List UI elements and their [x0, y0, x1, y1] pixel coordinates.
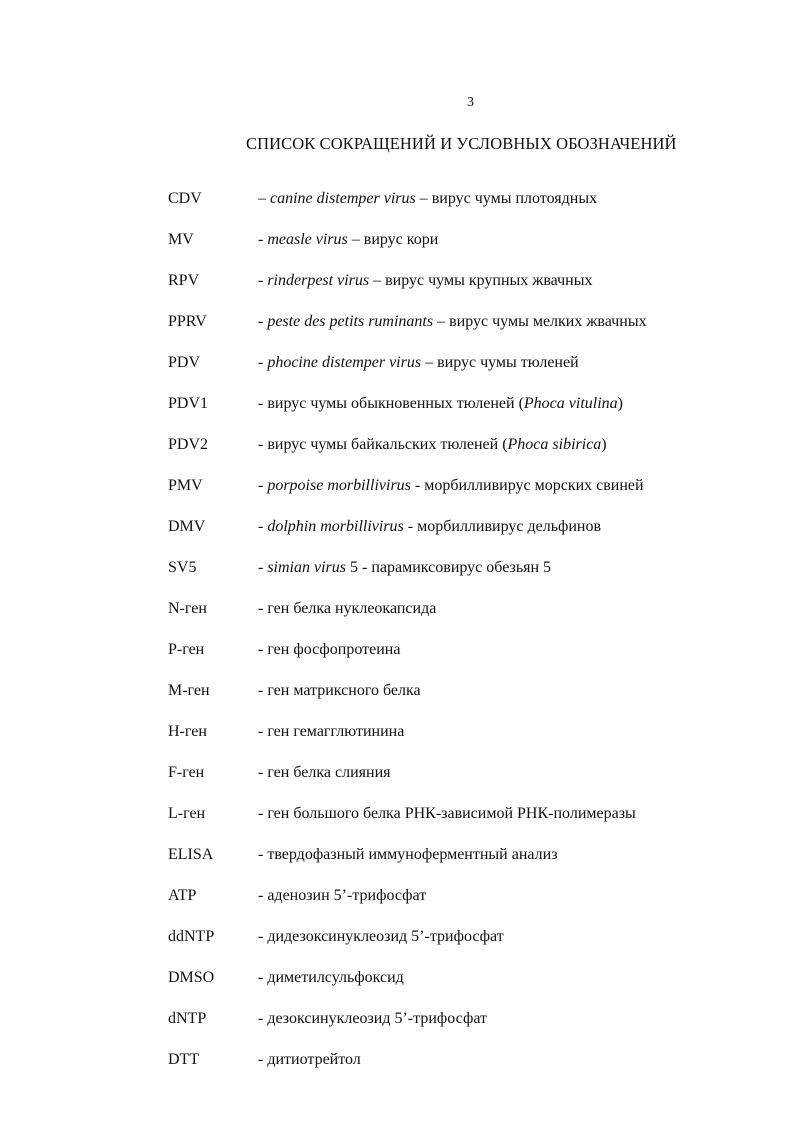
definition-text-tail: – вирус чумы плотоядных	[415, 190, 598, 207]
definition-text: - ген белка слияния	[258, 764, 391, 781]
abbreviation: DMSO	[168, 969, 215, 986]
definition	[258, 272, 728, 290]
definition-text-tail: – вирус чумы тюленей	[421, 354, 579, 371]
abbreviation: PPRV	[168, 313, 207, 330]
definition-text: -	[258, 354, 268, 371]
definition-text-tail: 5 - парамиксовирус обезьян 5	[346, 559, 552, 576]
abbreviation-row	[168, 641, 728, 682]
abbreviation-row	[168, 436, 728, 477]
definition-text: -	[258, 477, 268, 494]
definition-text: - ген большого белка РНК-зависимой РНК-полимеразы	[258, 805, 636, 822]
abbreviation: PDV	[168, 354, 201, 371]
definition-text: –	[258, 190, 270, 207]
abbreviation: RPV	[168, 272, 200, 289]
abbreviation-row	[168, 764, 728, 805]
abbreviation-row	[168, 559, 728, 600]
definition-text: - ген фосфопротеина	[258, 641, 401, 658]
abbreviation: DMV	[168, 518, 206, 535]
definition-text-tail: – вирус чумы мелких жвачных	[433, 313, 647, 330]
abbreviation: ELISA	[168, 846, 214, 863]
abbreviation: ATP	[168, 887, 197, 904]
abbreviation-row	[168, 887, 728, 928]
abbreviation: dNTP	[168, 1010, 207, 1027]
abbreviation-row	[168, 969, 728, 1010]
definition	[258, 190, 728, 208]
definition-text: - диметилсульфоксид	[258, 969, 404, 986]
definition	[258, 1010, 728, 1028]
abbreviation-row	[168, 1051, 728, 1092]
abbreviation: PDV2	[168, 436, 209, 453]
definition	[258, 600, 728, 618]
abbreviation-row	[168, 723, 728, 764]
definition	[258, 354, 728, 372]
definition	[258, 928, 728, 946]
abbreviation: F-ген	[168, 764, 205, 781]
abbreviation: MV	[168, 231, 194, 248]
abbreviation-row	[168, 354, 728, 395]
abbreviation: L-ген	[168, 805, 206, 822]
definition	[258, 641, 728, 659]
definition-text: - твердофазный иммуноферментный анализ	[258, 846, 558, 863]
abbreviation: N-ген	[168, 600, 207, 617]
definition	[258, 436, 728, 454]
abbreviation-row	[168, 231, 728, 272]
abbreviation-row	[168, 272, 728, 313]
definition	[258, 477, 728, 495]
abbreviation: DTT	[168, 1051, 200, 1068]
definition	[258, 887, 728, 905]
definition-italic: measle virus	[267, 231, 348, 248]
abbreviation-row	[168, 518, 728, 559]
definition-text-tail: )	[601, 436, 607, 453]
definition	[258, 846, 728, 864]
definition	[258, 805, 728, 823]
abbreviation-row	[168, 395, 728, 436]
definition-italic: Phoca vitulina	[523, 395, 618, 412]
abbreviation: M-ген	[168, 682, 210, 699]
abbreviation: P-ген	[168, 641, 205, 658]
definition-italic: phocine distemper virus	[267, 354, 422, 371]
definition	[258, 1051, 728, 1069]
definition-italic: Phoca sibirica	[507, 436, 602, 453]
abbreviation: CDV	[168, 190, 202, 207]
definition-text: -	[258, 313, 268, 330]
abbreviation-row	[168, 477, 728, 518]
definition	[258, 969, 728, 987]
definition-text: - ген гемагглютинина	[258, 723, 405, 740]
definition	[258, 682, 728, 700]
abbreviation: ddNTP	[168, 928, 215, 945]
abbreviation: PMV	[168, 477, 203, 494]
abbreviation: H-ген	[168, 723, 207, 740]
definition-text: - аденозин 5’-трифосфат	[258, 887, 427, 904]
definition-text: - вирус чумы байкальских тюленей (	[258, 436, 508, 453]
definition-text: -	[258, 518, 268, 535]
page-title: СПИСОК СОКРАЩЕНИЙ И УСЛОВНЫХ ОБОЗНАЧЕНИЙ	[246, 134, 677, 153]
abbreviation-row	[168, 682, 728, 723]
definition-text: - вирус чумы обыкновенных тюленей (	[258, 395, 524, 412]
abbreviation-row	[168, 600, 728, 641]
definition	[258, 231, 728, 249]
definition	[258, 395, 728, 413]
definition-text-tail: – вирус чумы крупных жвачных	[369, 272, 593, 289]
definition-text: - дезоксинуклеозид 5’-трифосфат	[258, 1010, 487, 1027]
definition	[258, 764, 728, 782]
abbreviation-row	[168, 846, 728, 887]
abbreviation-row	[168, 805, 728, 846]
abbreviation-row	[168, 190, 728, 231]
definition-text-tail: – вирус кори	[347, 231, 439, 248]
definition-text: - ген белка нуклеокапсида	[258, 600, 437, 617]
abbreviation: SV5	[168, 559, 197, 576]
definition-italic: rinderpest virus	[267, 272, 370, 289]
definition	[258, 559, 728, 577]
definition-italic: canine distemper virus	[270, 190, 416, 207]
abbreviation-row	[168, 1010, 728, 1051]
definition	[258, 723, 728, 741]
definition-text: - дитиотрейтол	[258, 1051, 361, 1068]
definition-text: -	[258, 231, 268, 248]
abbreviation-list	[168, 190, 728, 1092]
abbreviation: PDV1	[168, 395, 209, 412]
abbreviation-row	[168, 313, 728, 354]
definition-text: - дидезоксинуклеозид 5’-трифосфат	[258, 928, 504, 945]
abbreviation-row	[168, 928, 728, 969]
definition-text-tail: )	[617, 395, 623, 412]
definition	[258, 518, 728, 536]
definition	[258, 313, 728, 331]
definition-text: - ген матриксного белка	[258, 682, 421, 699]
definition-italic: porpoise morbillivirus	[267, 477, 411, 494]
definition-text-tail: - морбилливирус морских свиней	[410, 477, 644, 494]
definition-text: -	[258, 559, 268, 576]
definition-text: -	[258, 272, 268, 289]
definition-italic: peste des petits ruminants	[267, 313, 434, 330]
definition-italic: simian virus	[267, 559, 346, 576]
page-number: 3	[467, 95, 474, 110]
definition-italic: dolphin morbillivirus	[267, 518, 404, 535]
definition-text-tail: - морбилливирус дельфинов	[403, 518, 602, 535]
